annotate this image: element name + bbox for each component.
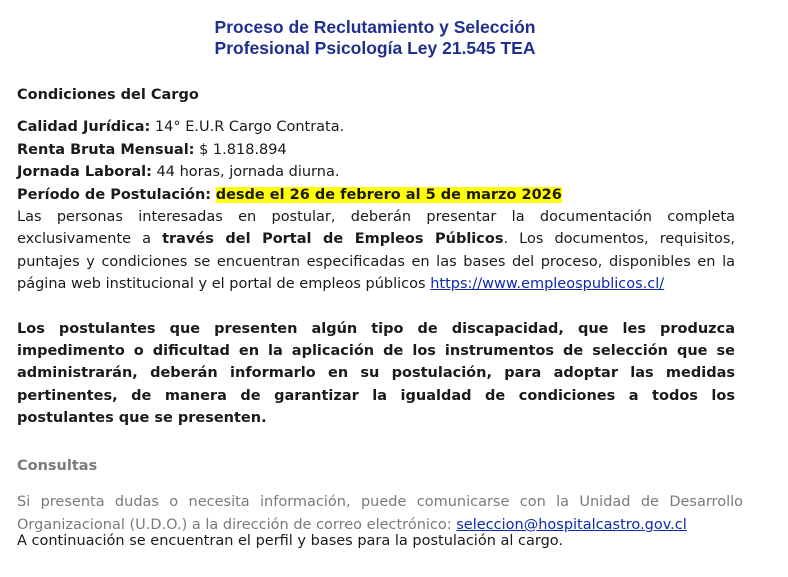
consultas-heading: Consultas — [17, 457, 98, 474]
conditions-section — [17, 84, 735, 430]
calidad-value: 14° E.U.R Cargo Contrata. — [150, 119, 345, 136]
disability-notice: Los postulantes que presenten algún tipo de discapacidad, que les produzca impedimento o dificultad en la aplicación de los instrumentos de selección que se administrarán, deberán informarlo en su postulación, para adoptar las medidas pertinentes, de manera de garantizar la igualdad de condiciones a todos los postulantes que se presenten. — [17, 320, 735, 427]
page-title-line-2: Profesional Psicología Ley 21.545 TEA — [214, 38, 536, 58]
page-title-line-1: Proceso de Reclutamiento y Selección — [214, 17, 536, 37]
conditions-heading: Condiciones del Cargo — [17, 87, 199, 103]
email-link[interactable]: seleccion@hospitalcastro.gov.cl — [456, 516, 687, 533]
consultas-text: Si presenta dudas o necesita información, puede comunicarse con la Unidad de Desarrollo Organizacional (U.D.O.) a la dirección de correo electrónico: — [17, 494, 743, 533]
calidad-row — [17, 116, 735, 138]
renta-row — [17, 139, 735, 161]
instructions-part2: . Los documentos, requisitos, puntajes y condiciones se encuentran especificadas en las bases del proceso, disponibles en la página web institucional y el portal de empleos públicos — [17, 231, 735, 293]
calidad-label: Calidad Jurídica: — [17, 119, 151, 136]
instructions-paragraph — [17, 206, 735, 296]
empleos-publicos-link[interactable]: https://www.empleospublicos.cl/ — [430, 276, 665, 293]
closing-text: A continuación se encuentran el perfil y bases para la postulación al cargo. — [17, 533, 564, 549]
instructions-part1: Las personas interesadas en postular, deberán presentar la documentación completa exclusivamente a — [17, 209, 735, 248]
renta-value: $ 1.818.894 — [194, 141, 287, 158]
jornada-value: 44 horas, jornada diurna. — [151, 164, 340, 181]
periodo-value: desde el 26 de febrero al 5 de marzo 2026 — [215, 186, 562, 203]
instructions-bold: través del Portal de Empleos Públicos — [162, 231, 504, 248]
periodo-row — [17, 184, 735, 206]
periodo-label: Período de Postulación: — [17, 186, 212, 203]
jornada-label: Jornada Laboral: — [17, 164, 152, 181]
jornada-row — [17, 161, 735, 183]
renta-label: Renta Bruta Mensual: — [17, 141, 195, 158]
